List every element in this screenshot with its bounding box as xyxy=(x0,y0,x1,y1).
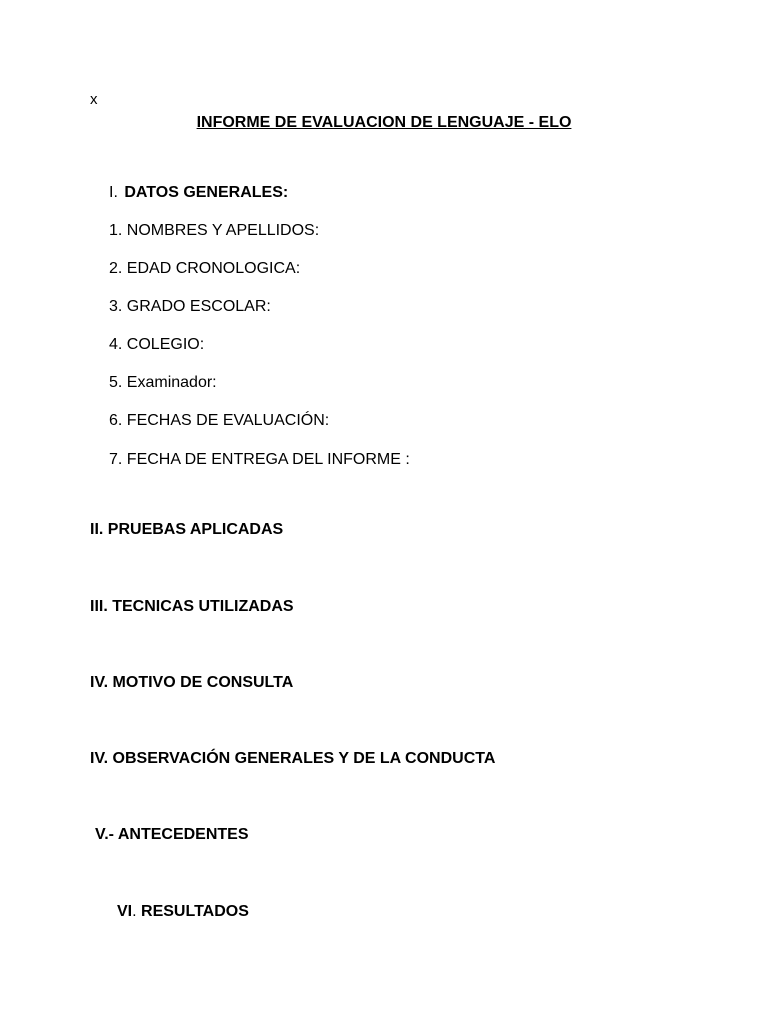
section-heading-resultados xyxy=(117,902,249,922)
field-number: 7. xyxy=(109,451,123,468)
section-number: I. xyxy=(109,184,118,201)
section-heading-motivo-consulta: IV. MOTIVO DE CONSULTA xyxy=(90,674,294,691)
field-colegio xyxy=(109,335,204,355)
field-label: FECHA DE ENTREGA DEL INFORME : xyxy=(126,451,410,468)
field-examinador xyxy=(109,373,217,393)
field-number: 3. xyxy=(109,298,123,315)
field-label: EDAD CRONOLOGICA: xyxy=(126,260,301,277)
field-number: 4. xyxy=(109,336,123,353)
field-label: GRADO ESCOLAR: xyxy=(126,298,271,315)
document-title: INFORME DE EVALUACION DE LENGUAJE - ELO xyxy=(196,114,572,131)
field-number: 5. xyxy=(109,374,123,391)
field-edad-cronologica xyxy=(109,259,300,279)
field-fecha-entrega-informe xyxy=(109,450,410,470)
section-heading-pruebas-aplicadas: II. PRUEBAS APLICADAS xyxy=(90,521,284,538)
field-number: 1. xyxy=(109,222,123,239)
field-nombres-apellidos xyxy=(109,221,319,241)
section-heading-antecedentes: V.- ANTECEDENTES xyxy=(95,826,249,843)
field-grado-escolar xyxy=(109,297,271,317)
field-label: FECHAS DE EVALUACIÓN: xyxy=(126,412,330,429)
field-label: Examinador: xyxy=(126,374,217,391)
section-number-dot: . xyxy=(132,903,137,920)
field-label: COLEGIO: xyxy=(126,336,205,353)
section-heading-tecnicas-utilizadas: III. TECNICAS UTILIZADAS xyxy=(90,598,294,615)
corner-mark: x xyxy=(90,91,98,108)
field-number: 2. xyxy=(109,260,123,277)
field-label: NOMBRES Y APELLIDOS: xyxy=(126,222,320,239)
field-fechas-evaluacion xyxy=(109,411,329,431)
section-title: RESULTADOS xyxy=(136,903,249,920)
field-number: 6. xyxy=(109,412,123,429)
section-title: DATOS GENERALES: xyxy=(124,184,289,201)
section-heading-observacion-conducta: IV. OBSERVACIÓN GENERALES Y DE LA CONDUCTA xyxy=(90,750,496,767)
section-number: VI xyxy=(117,903,133,920)
section-heading-datos-generales xyxy=(109,183,288,203)
